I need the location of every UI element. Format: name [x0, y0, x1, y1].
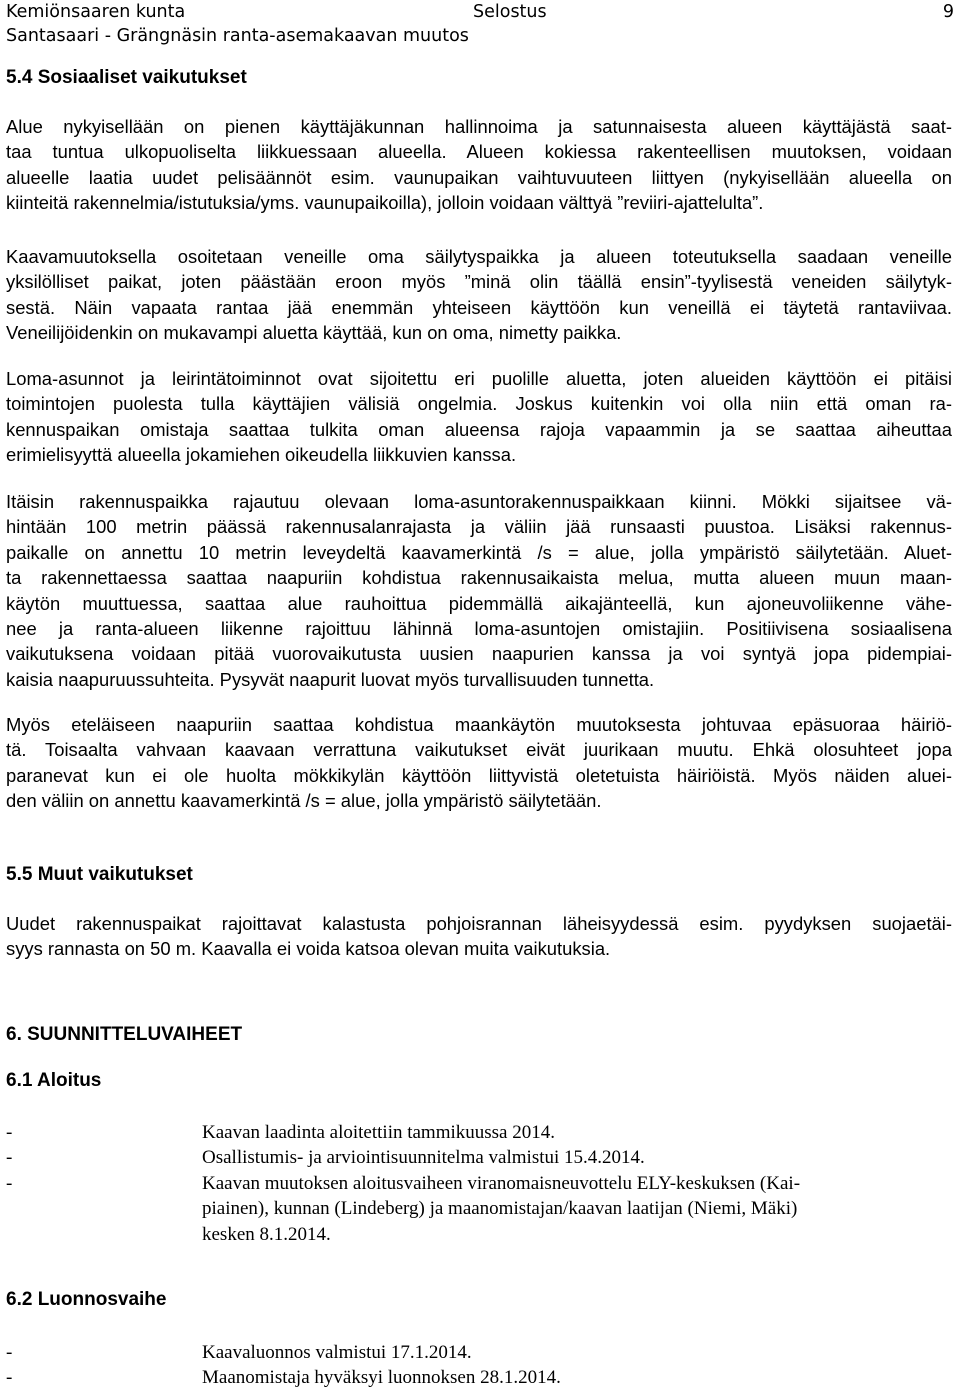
text-line: tä. Toisaalta vahvaan kaavaan verrattuna vaikutukset eivät juurikaan muutu. Ehkä olosuhteet jopa [6, 739, 952, 761]
text-line: yksilölliset paikat, joten päästään eroon myös ”minä olin täällä ensin”-tyylisestä veneiden säilytyk- [6, 271, 952, 293]
list-dash: - [6, 1342, 13, 1363]
list-6-2 [6, 1340, 952, 1391]
section-heading-6: 6. SUUNNITTELUVAIHEET [6, 1024, 243, 1045]
section-heading-6-1: 6.1 Aloitus [6, 1070, 102, 1091]
paragraph-5-5-1 [6, 911, 952, 962]
page-header [6, 0, 956, 46]
list-item [6, 1171, 952, 1247]
text-line: erimielisyyttä alueella jokamiehen oikeudella liikkuvien kanssa. [6, 444, 517, 466]
list-dash: - [6, 1147, 13, 1169]
text-line: paikalle on annettu 10 metrin leveydeltä kaavamerkintä /s = alue, jolla ympäristö säilytetään. Aluet- [6, 541, 952, 563]
text-line: ta rakennettaessa saattaa naapuriin kohdistua rakennusaikaista melua, mutta alueen muun maan- [6, 567, 952, 589]
paragraph-5-4-4 [6, 489, 952, 692]
text-line: nee ja ranta-alueen liikenne rajoittuu lähinnä loma-asuntojen omistajiin. Positiivisena sosiaalisena [6, 618, 952, 640]
list-6-1 [6, 1120, 952, 1247]
list-item-text: Maanomistaja hyväksyi luonnoksen 28.1.2014. [202, 1367, 561, 1389]
text-line: taa tuntua ulkopuoliselta liikkuessaan alueella. Alueen kokiessa rakenteellisen muutoksen, voidaan [6, 141, 952, 163]
text-line: kennuspaikan omistaja saattaa tulkita oman alueensa rajoja vapaammin ja se saattaa aiheuttaa [6, 418, 952, 440]
list-item-text: Kaavan laadinta aloitettiin tammikuussa 2014. [202, 1122, 555, 1143]
text-line: Loma-asunnot ja leirintätoiminnot ovat sijoitettu eri puolille aluetta, joten alueiden käyttöön ei pitäisi [6, 368, 952, 389]
list-dash: - [6, 1122, 13, 1143]
text-line: Alue nykyisellään on pienen käyttäjäkunnan hallinnoima ja satunnaisesta alueen käyttäjästä saat- [6, 116, 952, 137]
paragraph-5-4-2 [6, 244, 952, 346]
text-line: den väliin on annettu kaavamerkintä /s = alue, jolla ympäristö säilytetään. [6, 790, 602, 812]
section-heading-5-5: 5.5 Muut vaikutukset [6, 864, 193, 885]
text-line: hintään 100 metrin päässä rakennusalanrajasta ja väliin jää runsaasti puustoa. Lisäksi rakennus- [6, 516, 952, 538]
list-item-text: Osallistumis- ja arviointisuunnitelma valmistui 15.4.2014. [202, 1147, 645, 1169]
text-line: Myös eteläiseen naapuriin saattaa kohdistua maankäytön muutoksesta johtuvaa epäsuoraa häiriö- [6, 714, 952, 735]
list-item [6, 1365, 952, 1390]
text-line: Uudet rakennuspaikat rajoittavat kalastusta pohjoisrannan läheisyydessä esim. pyydyksen suojaetäi- [6, 913, 952, 934]
header-plan-title: Santasaari - Grängnäsin ranta-asemakaavan muutos [6, 26, 469, 46]
text-line: syys rannasta on 50 m. Kaavalla ei voida katsoa olevan muita vaikutuksia. [6, 938, 611, 960]
text-line: Veneilijöidenkin on mukavampi aluetta käyttää, kun on oma, nimetty paikka. [6, 322, 622, 344]
header-doc-type: Selostus [473, 2, 547, 22]
list-item-text: piainen), kunnan (Lindeberg) ja maanomistajan/kaavan laatijan (Niemi, Mäki) [202, 1198, 798, 1220]
list-dash: - [6, 1172, 13, 1194]
text-line: alueelle laatia uudet pelisäännöt esim. vaunupaikan vaihtuvuuteen liittyen (nykyisellään alueella on [6, 166, 952, 188]
paragraph-5-4-5 [6, 712, 952, 814]
list-dash: - [6, 1367, 13, 1389]
list-item-text: Kaavan muutoksen aloitusvaiheen viranomaisneuvottelu ELY-keskuksen (Kai- [202, 1172, 801, 1194]
list-item-text: Kaavaluonnos valmistui 17.1.2014. [202, 1342, 472, 1363]
text-line: kaisia naapuruussuhteita. Pysyvät naapurit luovat myös turvallisuuden tunnetta. [6, 668, 655, 690]
list-item [6, 1145, 952, 1170]
text-line: toimintojen puolesta tulla käyttäjien välisiä ongelmia. Joskus kuitenkin voi olla niin että oman ra- [6, 393, 952, 415]
text-line: sestä. Näin vapaata rantaa jää enemmän yhteiseen käyttöön kun veneillä ei täytetä rantaviivaa. [6, 296, 952, 318]
text-line: paranevat kun ei ole huolta mökkikylän käyttöön liittyvistä oletetuista häiriöistä. Myös näiden aluei- [6, 764, 952, 786]
header-municipality: Kemiönsaaren kunta [6, 2, 186, 22]
list-item-text: kesken 8.1.2014. [202, 1223, 331, 1245]
text-line: Kaavamuutoksella osoitetaan veneille oma säilytyspaikka ja alueen toteutuksella saadaan veneille [6, 246, 952, 267]
section-heading-6-2: 6.2 Luonnosvaihe [6, 1289, 167, 1310]
list-item [6, 1120, 952, 1145]
text-line: vaikutuksena voidaan pitää vuorovaikutusta uusien naapurien kanssa ja voi syntyä jopa pidempiai- [6, 643, 952, 665]
text-line: käytön muuttuessa, saattaa alue rauhoittua pidemmällä aikajänteellä, kun ajoneuvoliikenne vähe- [6, 592, 952, 614]
paragraph-5-4-3 [6, 366, 952, 468]
section-heading-5-4: 5.4 Sosiaaliset vaikutukset [6, 67, 247, 88]
paragraph-5-4-1 [6, 114, 952, 216]
page-number: 9 [942, 2, 954, 22]
list-item [6, 1340, 952, 1365]
text-line: kiinteitä rakennelmia/istutuksia/yms. vaunupaikoilla), jolloin voidaan välttyä ”reviiri-ajattelulta”. [6, 192, 764, 214]
text-line: Itäisin rakennuspaikka rajautuu olevaan loma-asuntorakennuspaikkaan kiinni. Mökki sijaitsee vä- [6, 491, 952, 512]
